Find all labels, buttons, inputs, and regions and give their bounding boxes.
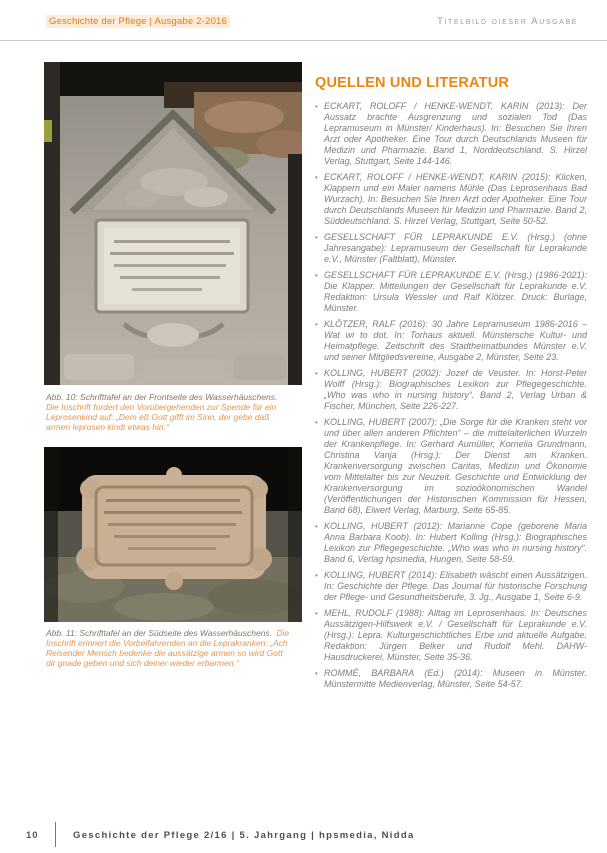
reference-entry (315, 270, 587, 314)
footer-divider (55, 822, 56, 847)
figure-11-caption-text: Die Inschrift erinnert die Vorbeifahrenden an die Leprakranken: „Ach Reisender Mensch bedenke die aussätzige armen so wird Gott dir gnade geben und sich deiner wieder erbarmen.“ (46, 628, 290, 668)
bullet-icon: • (315, 418, 318, 427)
reference-text: KLÖTZER, RALF (2016): 30 Jahre Lepramuseum 1986-2016 – Wat wi to dot. In: Torhaus aktuell. Münstersche Kultur- und Heimatpflege. Zeitschrift des Stadtheimatbundes Münster e.V. und seiner Mitgliedsvereine, Ausgabe 2, Münster, Seite 23. (324, 319, 587, 362)
bullet-icon: • (315, 271, 318, 280)
figure-10-caption-label: Abb. 10: Schrifttafel an der Frontseite des Wasserhäuschens. (46, 392, 278, 402)
bullet-icon: • (315, 669, 318, 678)
reference-text: MEHL, RUDOLF (1988): Alltag im Leprosenhaus. In: Deutsches Aussätzigen-Hilfswerk e.V. / Gesellschaft für Leprakunde e.V. (Hrsg.): Lepra. Kulturgeschichtliches Erbe und aktuelle Aufgabe. Redaktion: Jürgen Belker und Rudolf Mehl. DAHW-Hausdruckerei, Münster, Seite 35-36. (324, 608, 587, 662)
reference-text: GESELLSCHAFT FÜR LEPRAKUNDE E.V. (Hrsg.) (ohne Jahresangabe): Lepramuseum der Gesellschaft für Leprakunde e.V., Münster (Faltblatt), Münster. (324, 232, 587, 264)
figure-10-photo (44, 62, 302, 385)
section-title: QUELLEN UND LITERATUR (315, 75, 510, 91)
reference-text: GESELLSCHAFT FÜR LEPRAKUNDE E.V. (Hrsg.) (1986-2021): Die Klapper. Mitteilungen der Gesellschaft für Leprakunde e.V. Redaktion: Ursula Wessler und Ralf Klötzer. Druck: Burlage, Münster. (324, 270, 587, 313)
references-section (315, 75, 587, 695)
figure-11-caption (46, 628, 294, 668)
reference-entry (315, 232, 587, 265)
reference-entry (315, 570, 587, 603)
bullet-icon: • (315, 233, 318, 242)
footer-journal-line: Geschichte der Pflege 2/16 | 5. Jahrgang | hpsmedia, Nidda (73, 830, 415, 841)
inscription-tablet (96, 220, 248, 312)
reference-entry (315, 608, 587, 663)
reference-text: ECKART, ROLOFF / HENKE-WENDT, KARIN (2013): Der Aussatz brachte Ausgrenzung und sozialen Tod (Das Lepramuseum in Münster/ Kinderhaus). In: Besuchen Sie Ihren Arzt oder Apotheker. Eine Tour durch Deutschlands Museen für Medizin und Pharmazie. Band 1, Norddeutschland. S. Hirzel Verlag, Stuttgart, Seite 144-146. (324, 101, 587, 166)
bullet-icon: • (315, 571, 318, 580)
references-list (315, 101, 587, 690)
figure-10-caption-text: Die Inschrift fordert den Vorübergehenden zur Spende für ein Leprosenkind auf: „Dem eß Gott gifft im Sinn, der gebe daß armen leprosen kindt etwas hin.“ (46, 402, 277, 432)
reference-entry (315, 417, 587, 516)
reference-text: KOLLING, HUBERT (2002): Jozef de Veuster. In: Horst-Peter Wolff (Hrsg.): Biographisches Lexikon zur Pflegegeschichte. „Who was who in nursing history“. Band 2, Verlag Urban & Fischer, München, Seite 226-227. (324, 368, 587, 411)
page-number: 10 (26, 830, 39, 841)
reference-entry (315, 101, 587, 167)
header-section-label: Titelbild dieser Ausgabe (437, 16, 578, 27)
header-divider (0, 40, 607, 41)
figure-11-caption-label: Abb. 11: Schrifttafel an der Südseite des Wasserhäuschens. (46, 628, 273, 638)
bullet-icon: • (315, 320, 318, 329)
reference-entry (315, 172, 587, 227)
reference-entry (315, 521, 587, 565)
journal-issue-link[interactable]: Geschichte der Pflege | Ausgabe 2-2016 (46, 15, 230, 28)
reference-text: ECKART, ROLOFF / HENKE-WENDT, KARIN (2015): Klicken, Klappern und ein Maler namens Mühle (Das Leprosenhaus Bad Wurzach). In: Besuchen Sie Ihren Arzt oder Apotheker. Eine Tour durch Deutschlands Museen für Medizin und Pharmazie. Band 2, Süddeutschland. S. Hirzel Verlag, Stuttgart, Seite 50-52. (324, 172, 587, 226)
cartouche-tablet (76, 467, 272, 590)
reference-text: KOLLING, HUBERT (2007): „Die Sorge für die Kranken steht vor und über allen anderen Pflichten“ – die mittelalterlichen Wurzeln der Krankenpflege. In: Gerhard Aumüller, Kornelia Grundmann, Christina Vanja (Hrsg.): Der Dienst am Kranken. Krankenversorgung zwischen Caritas, Medizin und Ökonomie vom Mittelalter bis zur Neuzeit. Geschichte und Entwicklung der Krankenversorgung im sozioökonomischen Wandel (Veröffentlichungen der Historischen Kommission für Hessen, Band 68), Elwert Verlag, Marburg, Seite 65-85. (324, 417, 587, 515)
reference-text: KOLLING, HUBERT (2012): Marianne Cope (geborene Maria Anna Barbara Koob). In: Hubert Kolling (Hrsg.): Biographisches Lexikon zur Pflegegeschichte. „Who was who in nursing history“. Band 6, Verlag hpsmedia, Hungen, Seite 58-59. (324, 521, 587, 564)
figure-10-caption (46, 392, 294, 432)
reference-text: KOLLING, HUBERT (2014): Elisabeth wäscht einen Aussätzigen. In: Geschichte der Pflege. Das Journal für historische Forschung der Pflege- und Gesundheitsberufe, 3. Jg., Ausgabe 1, Seite 6-9. (324, 570, 587, 602)
figure-11-photo (44, 447, 302, 622)
bullet-icon: • (315, 522, 318, 531)
reference-entry (315, 668, 587, 690)
bullet-icon: • (315, 609, 318, 618)
reference-text: ROMMÉ, BARBARA (Ed.) (2014): Museen in Münster. Münstermitte Medienverlag, Münster, Seite 54-57. (324, 668, 587, 689)
reference-entry (315, 319, 587, 363)
bullet-icon: • (315, 369, 318, 378)
reference-entry (315, 368, 587, 412)
bullet-icon: • (315, 173, 318, 182)
bullet-icon: • (315, 102, 318, 111)
